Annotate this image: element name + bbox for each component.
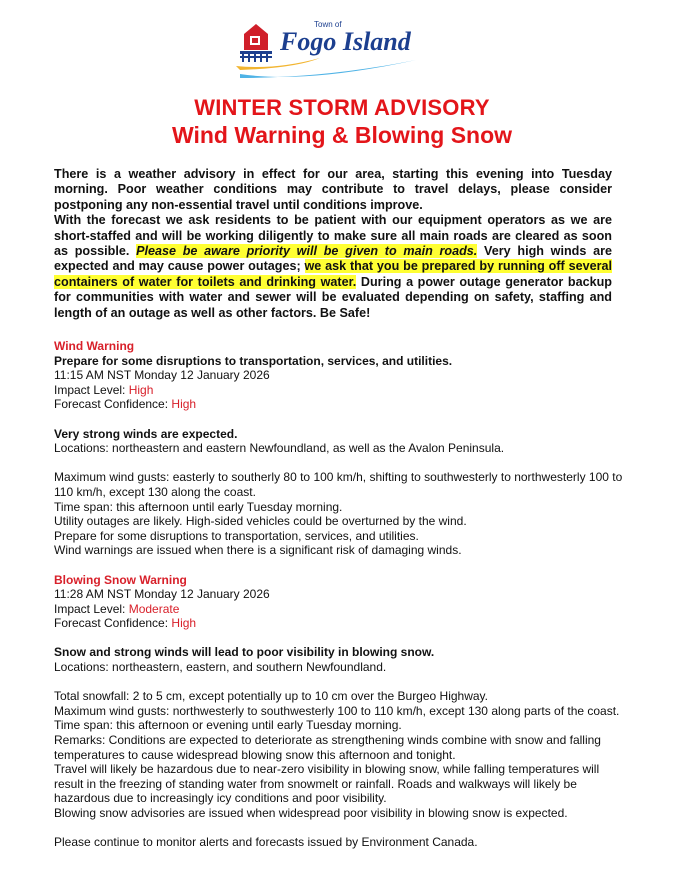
wind-detail: Maximum wind gusts: easterly to southerly 80 to 100 km/h, shifting to southwesterly to northwesterly 100 to 110 km/h, except 130 along the coast. [54,470,623,499]
wind-warning-title: Wind Warning [54,339,135,353]
impact-value: High [128,382,154,397]
blowing-snow-locations: Locations: northeastern, eastern, and southern Newfoundland. [54,660,387,675]
impact-label: Impact Level: [54,382,129,397]
snow-impact-level [54,602,624,617]
wind-warning-section [54,339,624,558]
blowing-snow-section [54,573,624,821]
wind-warning-issued: 11:15 AM NST Monday 12 January 2026 [54,368,270,383]
blowing-snow-headline: Snow and strong winds will lead to poor visibility in blowing snow. [54,645,435,660]
wind-warning-locations: Locations: northeastern and eastern Newfoundland, as well as the Avalon Peninsula. [54,441,505,456]
snow-detail: Maximum wind gusts: northwesterly to southwesterly 100 to 110 km/h, except 130 along parts of the coast. [54,703,620,718]
warnings-body [54,339,624,850]
intro-text-c: During a power outage generator backup for communities with water and sewer will be evaluated depending on safety, staffing and length of an outage as well as other factors. Be Safe! [54,274,612,320]
blowing-snow-issued: 11:28 AM NST Monday 12 January 2026 [54,587,270,602]
fogo-island-logo-icon [236,12,436,82]
intro-text-a: With the forecast we ask residents to be patient with our equipment operators as we are short-staffed and will be working diligently to make sure all main roads are cleared as soon as possible. [54,213,612,259]
intro-text-b: Very high winds are expected and may cause power outages; [54,244,613,274]
confidence-value: High [171,616,197,631]
snow-forecast-confidence [54,616,624,631]
wind-forecast-confidence [54,397,624,412]
water-highlight: we ask that you be prepared by running off several containers of water for toilets and drinking water. [54,259,612,289]
wind-detail: Utility outages are likely. High-sided vehicles could be overturned by the wind. [54,514,467,529]
intro-notice [54,167,612,321]
confidence-value: High [171,397,197,412]
wind-detail: Wind warnings are issued when there is a significant risk of damaging winds. [54,543,462,558]
logo-name: Fogo Island [280,27,411,56]
advisory-title [0,95,684,149]
intro-paragraph-2 [54,213,612,321]
confidence-label: Forecast Confidence: [54,616,172,631]
wind-impact-level [54,383,624,398]
priority-highlight: Please be aware priority will be given to main roads. [136,244,478,259]
impact-label: Impact Level: [54,601,129,616]
logo-small-text: Town of [314,20,342,29]
wind-detail: Prepare for some disruptions to transportation, services, and utilities. [54,528,419,543]
wind-warning-summary: Prepare for some disruptions to transportation, services, and utilities. [54,353,453,368]
title-line-1: WINTER STORM ADVISORY [194,95,490,120]
closing-note: Please continue to monitor alerts and forecasts issued by Environment Canada. [54,835,478,850]
snow-detail: Travel will likely be hazardous due to near-zero visibility in blowing snow, while falling temperatures will result in the freezing of standing water from snowmelt or rainfall. Roads and walkways will likely be hazardous due to increasingly icy conditions and poor visibility. [54,762,600,806]
confidence-label: Forecast Confidence: [54,397,172,412]
snow-detail: Time span: this afternoon or evening until early Tuesday morning. [54,718,402,733]
intro-paragraph-1: There is a weather advisory in effect for our area, starting this evening into Tuesday morning. Poor weather conditions may contribute to travel delays, please consider postponing any non-essential travel until conditions improve. [54,167,612,212]
blowing-snow-title: Blowing Snow Warning [54,572,187,587]
wind-warning-headline: Very strong winds are expected. [54,426,238,441]
title-line-2: Wind Warning & Blowing Snow [171,122,513,148]
wind-detail: Time span: this afternoon until early Tuesday morning. [54,499,343,514]
snow-detail: Remarks: Conditions are expected to deteriorate as strengthening winds combine with snow and falling temperatures to cause widespread blowing snow this afternoon and tonight. [54,733,601,762]
impact-value: Moderate [128,601,180,616]
snow-detail: Blowing snow advisories are issued when widespread poor visibility in blowing snow is expected. [54,806,568,820]
town-logo [236,12,436,82]
snow-detail: Total snowfall: 2 to 5 cm, except potentially up to 10 cm over the Burgeo Highway. [54,689,489,704]
